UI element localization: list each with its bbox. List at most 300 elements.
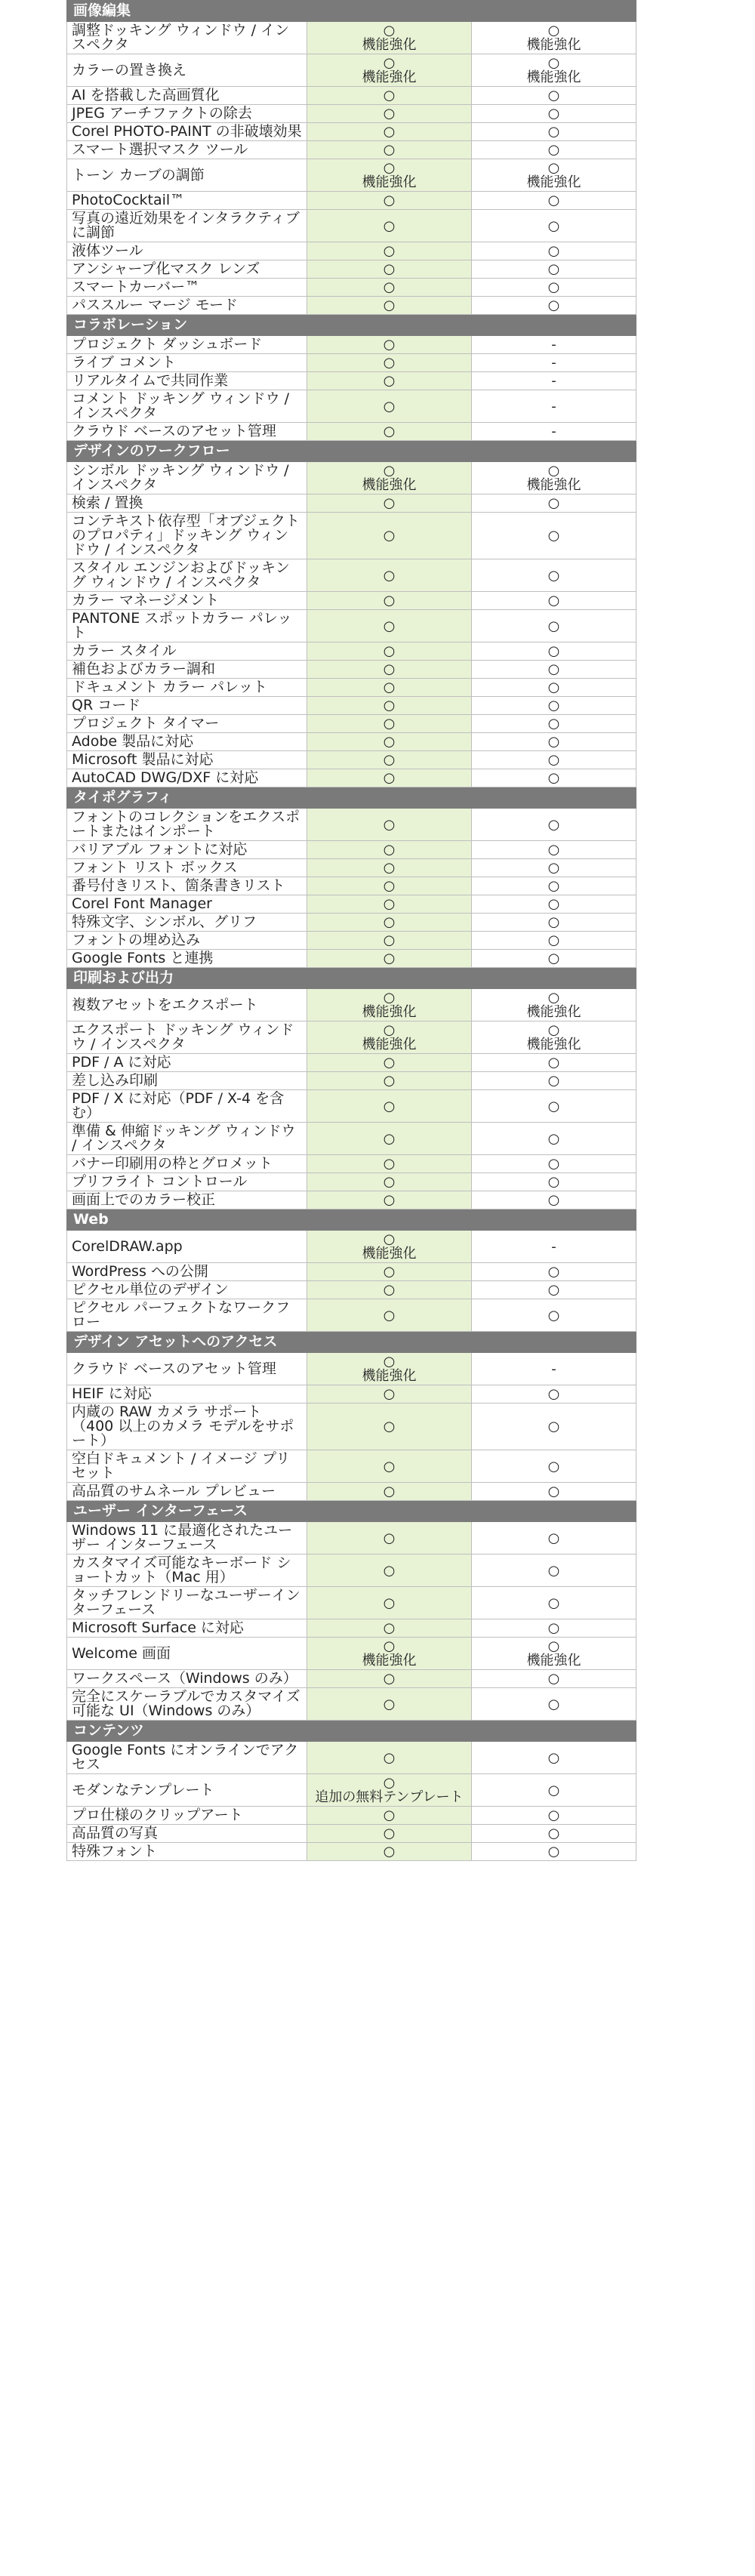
feature-name: カラー マネージメント [67, 592, 307, 610]
section-title: タイポグラフィ [67, 787, 636, 809]
value-other: ○ [472, 1619, 636, 1638]
table-row [67, 733, 636, 751]
table-row [67, 1619, 636, 1638]
table-row [67, 1742, 636, 1774]
table-row [67, 769, 636, 787]
section-title: 印刷および出力 [67, 968, 636, 989]
value-other: ○ 機能強化 [472, 462, 636, 495]
feature-name: フォントのコレクションをエクスポートまたはインポート [67, 809, 307, 841]
value-other: ○ [472, 1522, 636, 1555]
value-standard: ○ [307, 210, 472, 242]
value-other: ○ [472, 1807, 636, 1825]
feature-name: プロジェクト ダッシュボード [67, 336, 307, 354]
value-other: - [472, 372, 636, 390]
feature-name: ピクセル パーフェクトなワークフロー [67, 1299, 307, 1332]
value-other: ○ [472, 895, 636, 914]
value-standard: ○ [307, 279, 472, 297]
value-standard: ○ [307, 751, 472, 769]
table-row [67, 697, 636, 715]
feature-name: CorelDRAW.app [67, 1231, 307, 1263]
table-row [67, 751, 636, 769]
feature-name: 調整ドッキング ウィンドウ / インスペクタ [67, 22, 307, 54]
feature-name: 準備 & 伸縮ドッキング ウィンドウ / インスペクタ [67, 1123, 307, 1155]
table-row [67, 1774, 636, 1807]
value-other: ○ [472, 950, 636, 968]
value-standard: ○ [307, 513, 472, 559]
table-row [67, 932, 636, 950]
table-row [67, 1353, 636, 1385]
table-row [67, 661, 636, 679]
value-other: ○ [472, 123, 636, 141]
value-standard: ○ [307, 769, 472, 787]
feature-name: プリフライト コントロール [67, 1173, 307, 1191]
feature-name: 特殊フォント [67, 1843, 307, 1861]
value-standard: ○ [307, 1173, 472, 1191]
table-row [67, 1688, 636, 1721]
value-other: ○ [472, 751, 636, 769]
value-other: ○ [472, 809, 636, 841]
table-row [67, 895, 636, 914]
table-row [67, 1843, 636, 1861]
table-row [67, 1263, 636, 1281]
value-standard: ○ [307, 610, 472, 642]
value-standard: ○ [307, 1450, 472, 1483]
value-other: ○ [472, 192, 636, 210]
value-other: - [472, 423, 636, 441]
feature-name: スタイル エンジンおよびドッキング ウィンドウ / インスペクタ [67, 559, 307, 592]
feature-name: 差し込み印刷 [67, 1072, 307, 1090]
value-standard: ○ [307, 1155, 472, 1173]
table-row [67, 123, 636, 141]
value-other: ○ [472, 610, 636, 642]
table-row [67, 809, 636, 841]
feature-name: ピクセル単位のデザイン [67, 1281, 307, 1299]
value-other: ○ [472, 841, 636, 859]
table-row [67, 715, 636, 733]
value-other: ○ [472, 297, 636, 315]
table-row [67, 260, 636, 279]
table-row [67, 22, 636, 54]
table-row [67, 159, 636, 192]
table-row [67, 1404, 636, 1450]
value-other: ○ [472, 1555, 636, 1587]
value-standard: ○ [307, 895, 472, 914]
feature-name: WordPress への公開 [67, 1263, 307, 1281]
value-other: - [472, 1353, 636, 1385]
feature-name: Corel Font Manager [67, 895, 307, 914]
value-standard: ○ [307, 1263, 472, 1281]
feature-name: バリアブル フォントに対応 [67, 841, 307, 859]
table-row [67, 950, 636, 968]
section-header [67, 1332, 636, 1353]
feature-name: AutoCAD DWG/DXF に対応 [67, 769, 307, 787]
value-standard: ○ 追加の無料テンプレート [307, 1774, 472, 1807]
value-standard: ○ [307, 1807, 472, 1825]
value-other: ○ [472, 141, 636, 159]
value-other: ○ [472, 1090, 636, 1123]
section-header [67, 968, 636, 989]
value-standard: ○ [307, 1123, 472, 1155]
value-standard: ○ [307, 1090, 472, 1123]
feature-name: 画面上でのカラー校正 [67, 1191, 307, 1209]
feature-name: 複数アセットをエクスポート [67, 989, 307, 1021]
value-other: ○ 機能強化 [472, 1021, 636, 1054]
feature-name: PhotoCocktail™ [67, 192, 307, 210]
table-row [67, 1299, 636, 1332]
value-standard: ○ [307, 123, 472, 141]
value-standard: ○ [307, 877, 472, 895]
value-standard: ○ 機能強化 [307, 54, 472, 87]
value-other: ○ [472, 1263, 636, 1281]
value-other: - [472, 1231, 636, 1263]
feature-name: パススルー マージ モード [67, 297, 307, 315]
feature-name: トーン カーブの調節 [67, 159, 307, 192]
section-header [67, 1, 636, 22]
section-title: 画像編集 [67, 1, 636, 22]
table-row [67, 297, 636, 315]
value-other: ○ [472, 1173, 636, 1191]
section-header [67, 1209, 636, 1231]
value-standard: ○ [307, 1688, 472, 1721]
value-other: ○ 機能強化 [472, 159, 636, 192]
value-other: - [472, 354, 636, 372]
table-row [67, 210, 636, 242]
table-row [67, 1021, 636, 1054]
table-row [67, 141, 636, 159]
value-other: ○ [472, 1825, 636, 1843]
value-standard: ○ [307, 661, 472, 679]
value-standard: ○ [307, 1404, 472, 1450]
value-standard: ○ [307, 1483, 472, 1501]
value-standard: ○ [307, 390, 472, 423]
feature-name: フォント リスト ボックス [67, 859, 307, 877]
section-title: Web [67, 1209, 636, 1231]
feature-name: 検索 / 置換 [67, 495, 307, 513]
feature-name: クラウド ベースのアセット管理 [67, 423, 307, 441]
value-standard: ○ 機能強化 [307, 159, 472, 192]
value-other: ○ [472, 1155, 636, 1173]
feature-name: Adobe 製品に対応 [67, 733, 307, 751]
feature-name: ワークスペース（Windows のみ） [67, 1670, 307, 1688]
value-standard: ○ [307, 354, 472, 372]
value-standard: ○ 機能強化 [307, 462, 472, 495]
feature-name: カラーの置き換え [67, 54, 307, 87]
value-other: ○ [472, 1191, 636, 1209]
table-row [67, 1123, 636, 1155]
value-standard: ○ [307, 1555, 472, 1587]
section-header [67, 787, 636, 809]
value-other: ○ [472, 1123, 636, 1155]
value-other: ○ [472, 877, 636, 895]
feature-name: Corel PHOTO-PAINT の非破壊効果 [67, 123, 307, 141]
table-row [67, 1385, 636, 1404]
feature-name: 番号付きリスト、箇条書きリスト [67, 877, 307, 895]
value-other: ○ [472, 105, 636, 123]
section-header [67, 1721, 636, 1742]
feature-name: コメント ドッキング ウィンドウ / インスペクタ [67, 390, 307, 423]
feature-name: JPEG アーチファクトの除去 [67, 105, 307, 123]
feature-name: 補色およびカラー調和 [67, 661, 307, 679]
value-other: ○ [472, 495, 636, 513]
value-other: ○ [472, 559, 636, 592]
feature-name: フォントの埋め込み [67, 932, 307, 950]
feature-table-body [67, 1, 636, 1861]
feature-name: PANTONE スポットカラー パレット [67, 610, 307, 642]
value-standard: ○ [307, 950, 472, 968]
value-other: ○ [472, 1299, 636, 1332]
table-row [67, 679, 636, 697]
value-standard: ○ [307, 1843, 472, 1861]
value-other: ○ 機能強化 [472, 54, 636, 87]
feature-name: Microsoft Surface に対応 [67, 1619, 307, 1638]
value-standard: ○ [307, 260, 472, 279]
value-standard: ○ [307, 1299, 472, 1332]
value-standard: ○ [307, 87, 472, 105]
value-other: - [472, 336, 636, 354]
value-other: ○ [472, 1281, 636, 1299]
value-standard: ○ [307, 859, 472, 877]
value-other: ○ 機能強化 [472, 989, 636, 1021]
value-standard: ○ [307, 809, 472, 841]
table-row [67, 87, 636, 105]
table-row [67, 513, 636, 559]
value-standard: ○ [307, 372, 472, 390]
table-row [67, 610, 636, 642]
feature-name: AI を搭載した高画質化 [67, 87, 307, 105]
table-row [67, 1807, 636, 1825]
value-standard: ○ [307, 715, 472, 733]
value-standard: ○ [307, 1072, 472, 1090]
value-other: ○ [472, 1688, 636, 1721]
value-standard: ○ [307, 105, 472, 123]
value-standard: ○ 機能強化 [307, 1638, 472, 1670]
value-other: ○ 機能強化 [472, 1638, 636, 1670]
table-row [67, 1555, 636, 1587]
value-standard: ○ [307, 1385, 472, 1404]
feature-name: 写真の遠近効果をインタラクティブに調節 [67, 210, 307, 242]
feature-comparison [66, 0, 636, 1861]
feature-name: カラー スタイル [67, 642, 307, 661]
value-standard: ○ [307, 1281, 472, 1299]
table-row [67, 279, 636, 297]
table-row [67, 1090, 636, 1123]
section-title: コラボレーション [67, 315, 636, 336]
feature-name: Windows 11 に最適化されたユーザー インターフェース [67, 1522, 307, 1555]
table-row [67, 859, 636, 877]
value-other: ○ [472, 1450, 636, 1483]
value-other: ○ [472, 210, 636, 242]
value-standard: ○ [307, 914, 472, 932]
feature-name: 空白ドキュメント / イメージ プリセット [67, 1450, 307, 1483]
value-other: ○ [472, 1385, 636, 1404]
feature-name: PDF / A に対応 [67, 1054, 307, 1072]
value-standard: ○ [307, 423, 472, 441]
table-row [67, 1054, 636, 1072]
feature-name: 内蔵の RAW カメラ サポート（400 以上のカメラ モデルをサポート） [67, 1404, 307, 1450]
value-standard: ○ [307, 1825, 472, 1843]
feature-name: Google Fonts にオンラインでアクセス [67, 1742, 307, 1774]
feature-name: シンボル ドッキング ウィンドウ / インスペクタ [67, 462, 307, 495]
table-row [67, 559, 636, 592]
feature-table [66, 0, 636, 1861]
value-standard: ○ [307, 841, 472, 859]
value-standard: ○ 機能強化 [307, 22, 472, 54]
feature-name: ドキュメント カラー パレット [67, 679, 307, 697]
value-standard: ○ [307, 642, 472, 661]
table-row [67, 105, 636, 123]
value-other: ○ [472, 1483, 636, 1501]
feature-name: バナー印刷用の枠とグロメット [67, 1155, 307, 1173]
value-standard: ○ 機能強化 [307, 1021, 472, 1054]
value-other: ○ [472, 914, 636, 932]
value-standard: ○ 機能強化 [307, 1353, 472, 1385]
value-standard: ○ [307, 1054, 472, 1072]
section-header [67, 315, 636, 336]
table-row [67, 1587, 636, 1619]
feature-name: Welcome 画面 [67, 1638, 307, 1670]
feature-name: コンテキスト依存型「オブジェクトのプロパティ」ドッキング ウィンドウ / インスペクタ [67, 513, 307, 559]
value-other: ○ [472, 769, 636, 787]
table-row [67, 242, 636, 260]
value-standard: ○ [307, 242, 472, 260]
value-standard: ○ [307, 141, 472, 159]
value-standard: ○ [307, 1587, 472, 1619]
feature-name: スマート選択マスク ツール [67, 141, 307, 159]
feature-name: スマートカーバー™ [67, 279, 307, 297]
value-other: ○ [472, 1072, 636, 1090]
value-other: ○ 機能強化 [472, 22, 636, 54]
value-standard: ○ [307, 192, 472, 210]
table-row [67, 1670, 636, 1688]
value-other: ○ [472, 642, 636, 661]
feature-name: Microsoft 製品に対応 [67, 751, 307, 769]
value-standard: ○ [307, 592, 472, 610]
value-other: ○ [472, 859, 636, 877]
table-row [67, 989, 636, 1021]
value-standard: ○ [307, 1742, 472, 1774]
feature-name: クラウド ベースのアセット管理 [67, 1353, 307, 1385]
feature-name: ライブ コメント [67, 354, 307, 372]
table-row [67, 423, 636, 441]
section-title: ユーザー インターフェース [67, 1501, 636, 1522]
feature-name: QR コード [67, 697, 307, 715]
table-row [67, 1825, 636, 1843]
feature-name: Google Fonts と連携 [67, 950, 307, 968]
value-other: ○ [472, 1742, 636, 1774]
value-other: ○ [472, 592, 636, 610]
table-row [67, 841, 636, 859]
feature-name: タッチフレンドリーなユーザーインターフェース [67, 1587, 307, 1619]
value-other: ○ [472, 715, 636, 733]
feature-name: 液体ツール [67, 242, 307, 260]
table-row [67, 192, 636, 210]
section-title: コンテンツ [67, 1721, 636, 1742]
table-row [67, 372, 636, 390]
feature-name: PDF / X に対応（PDF / X-4 を含む） [67, 1090, 307, 1123]
value-other: - [472, 390, 636, 423]
table-row [67, 1155, 636, 1173]
feature-name: 完全にスケーラブルでカスタマイズ可能な UI（Windows のみ） [67, 1688, 307, 1721]
table-row [67, 54, 636, 87]
value-other: ○ [472, 733, 636, 751]
section-title: デザイン アセットへのアクセス [67, 1332, 636, 1353]
value-standard: ○ [307, 495, 472, 513]
feature-name: HEIF に対応 [67, 1385, 307, 1404]
table-row [67, 390, 636, 423]
table-row [67, 877, 636, 895]
value-standard: ○ [307, 297, 472, 315]
value-other: ○ [472, 679, 636, 697]
value-standard: ○ 機能強化 [307, 989, 472, 1021]
value-other: ○ [472, 1587, 636, 1619]
feature-name: リアルタイムで共同作業 [67, 372, 307, 390]
value-standard: ○ [307, 697, 472, 715]
value-other: ○ [472, 1404, 636, 1450]
table-row [67, 592, 636, 610]
section-title: デザインのワークフロー [67, 441, 636, 462]
value-other: ○ [472, 260, 636, 279]
value-other: ○ [472, 1054, 636, 1072]
table-row [67, 354, 636, 372]
feature-name: プロ仕様のクリップアート [67, 1807, 307, 1825]
section-header [67, 1501, 636, 1522]
feature-name: カスタマイズ可能なキーボード ショートカット（Mac 用） [67, 1555, 307, 1587]
value-other: ○ [472, 513, 636, 559]
value-standard: ○ [307, 932, 472, 950]
value-other: ○ [472, 1670, 636, 1688]
value-other: ○ [472, 661, 636, 679]
table-row [67, 1072, 636, 1090]
table-row [67, 1191, 636, 1209]
table-row [67, 1638, 636, 1670]
value-standard: ○ 機能強化 [307, 1231, 472, 1263]
value-standard: ○ [307, 1619, 472, 1638]
value-other: ○ [472, 242, 636, 260]
table-row [67, 1483, 636, 1501]
value-standard: ○ [307, 559, 472, 592]
table-row [67, 1231, 636, 1263]
feature-name: 高品質のサムネール プレビュー [67, 1483, 307, 1501]
feature-name: モダンなテンプレート [67, 1774, 307, 1807]
feature-name: プロジェクト タイマー [67, 715, 307, 733]
value-standard: ○ [307, 1670, 472, 1688]
table-row [67, 336, 636, 354]
table-row [67, 462, 636, 495]
value-standard: ○ [307, 1522, 472, 1555]
table-row [67, 642, 636, 661]
value-other: ○ [472, 1843, 636, 1861]
table-row [67, 1522, 636, 1555]
section-header [67, 441, 636, 462]
table-row [67, 1450, 636, 1483]
value-other: ○ [472, 87, 636, 105]
value-other: ○ [472, 932, 636, 950]
table-row [67, 1281, 636, 1299]
table-row [67, 1173, 636, 1191]
table-row [67, 914, 636, 932]
feature-name: 特殊文字、シンボル、グリフ [67, 914, 307, 932]
value-other: ○ [472, 697, 636, 715]
table-row [67, 495, 636, 513]
value-other: ○ [472, 279, 636, 297]
feature-name: アンシャープ化マスク レンズ [67, 260, 307, 279]
value-standard: ○ [307, 1191, 472, 1209]
feature-name: エクスポート ドッキング ウィンドウ / インスペクタ [67, 1021, 307, 1054]
value-standard: ○ [307, 733, 472, 751]
feature-name: 高品質の写真 [67, 1825, 307, 1843]
value-other: ○ [472, 1774, 636, 1807]
value-standard: ○ [307, 336, 472, 354]
